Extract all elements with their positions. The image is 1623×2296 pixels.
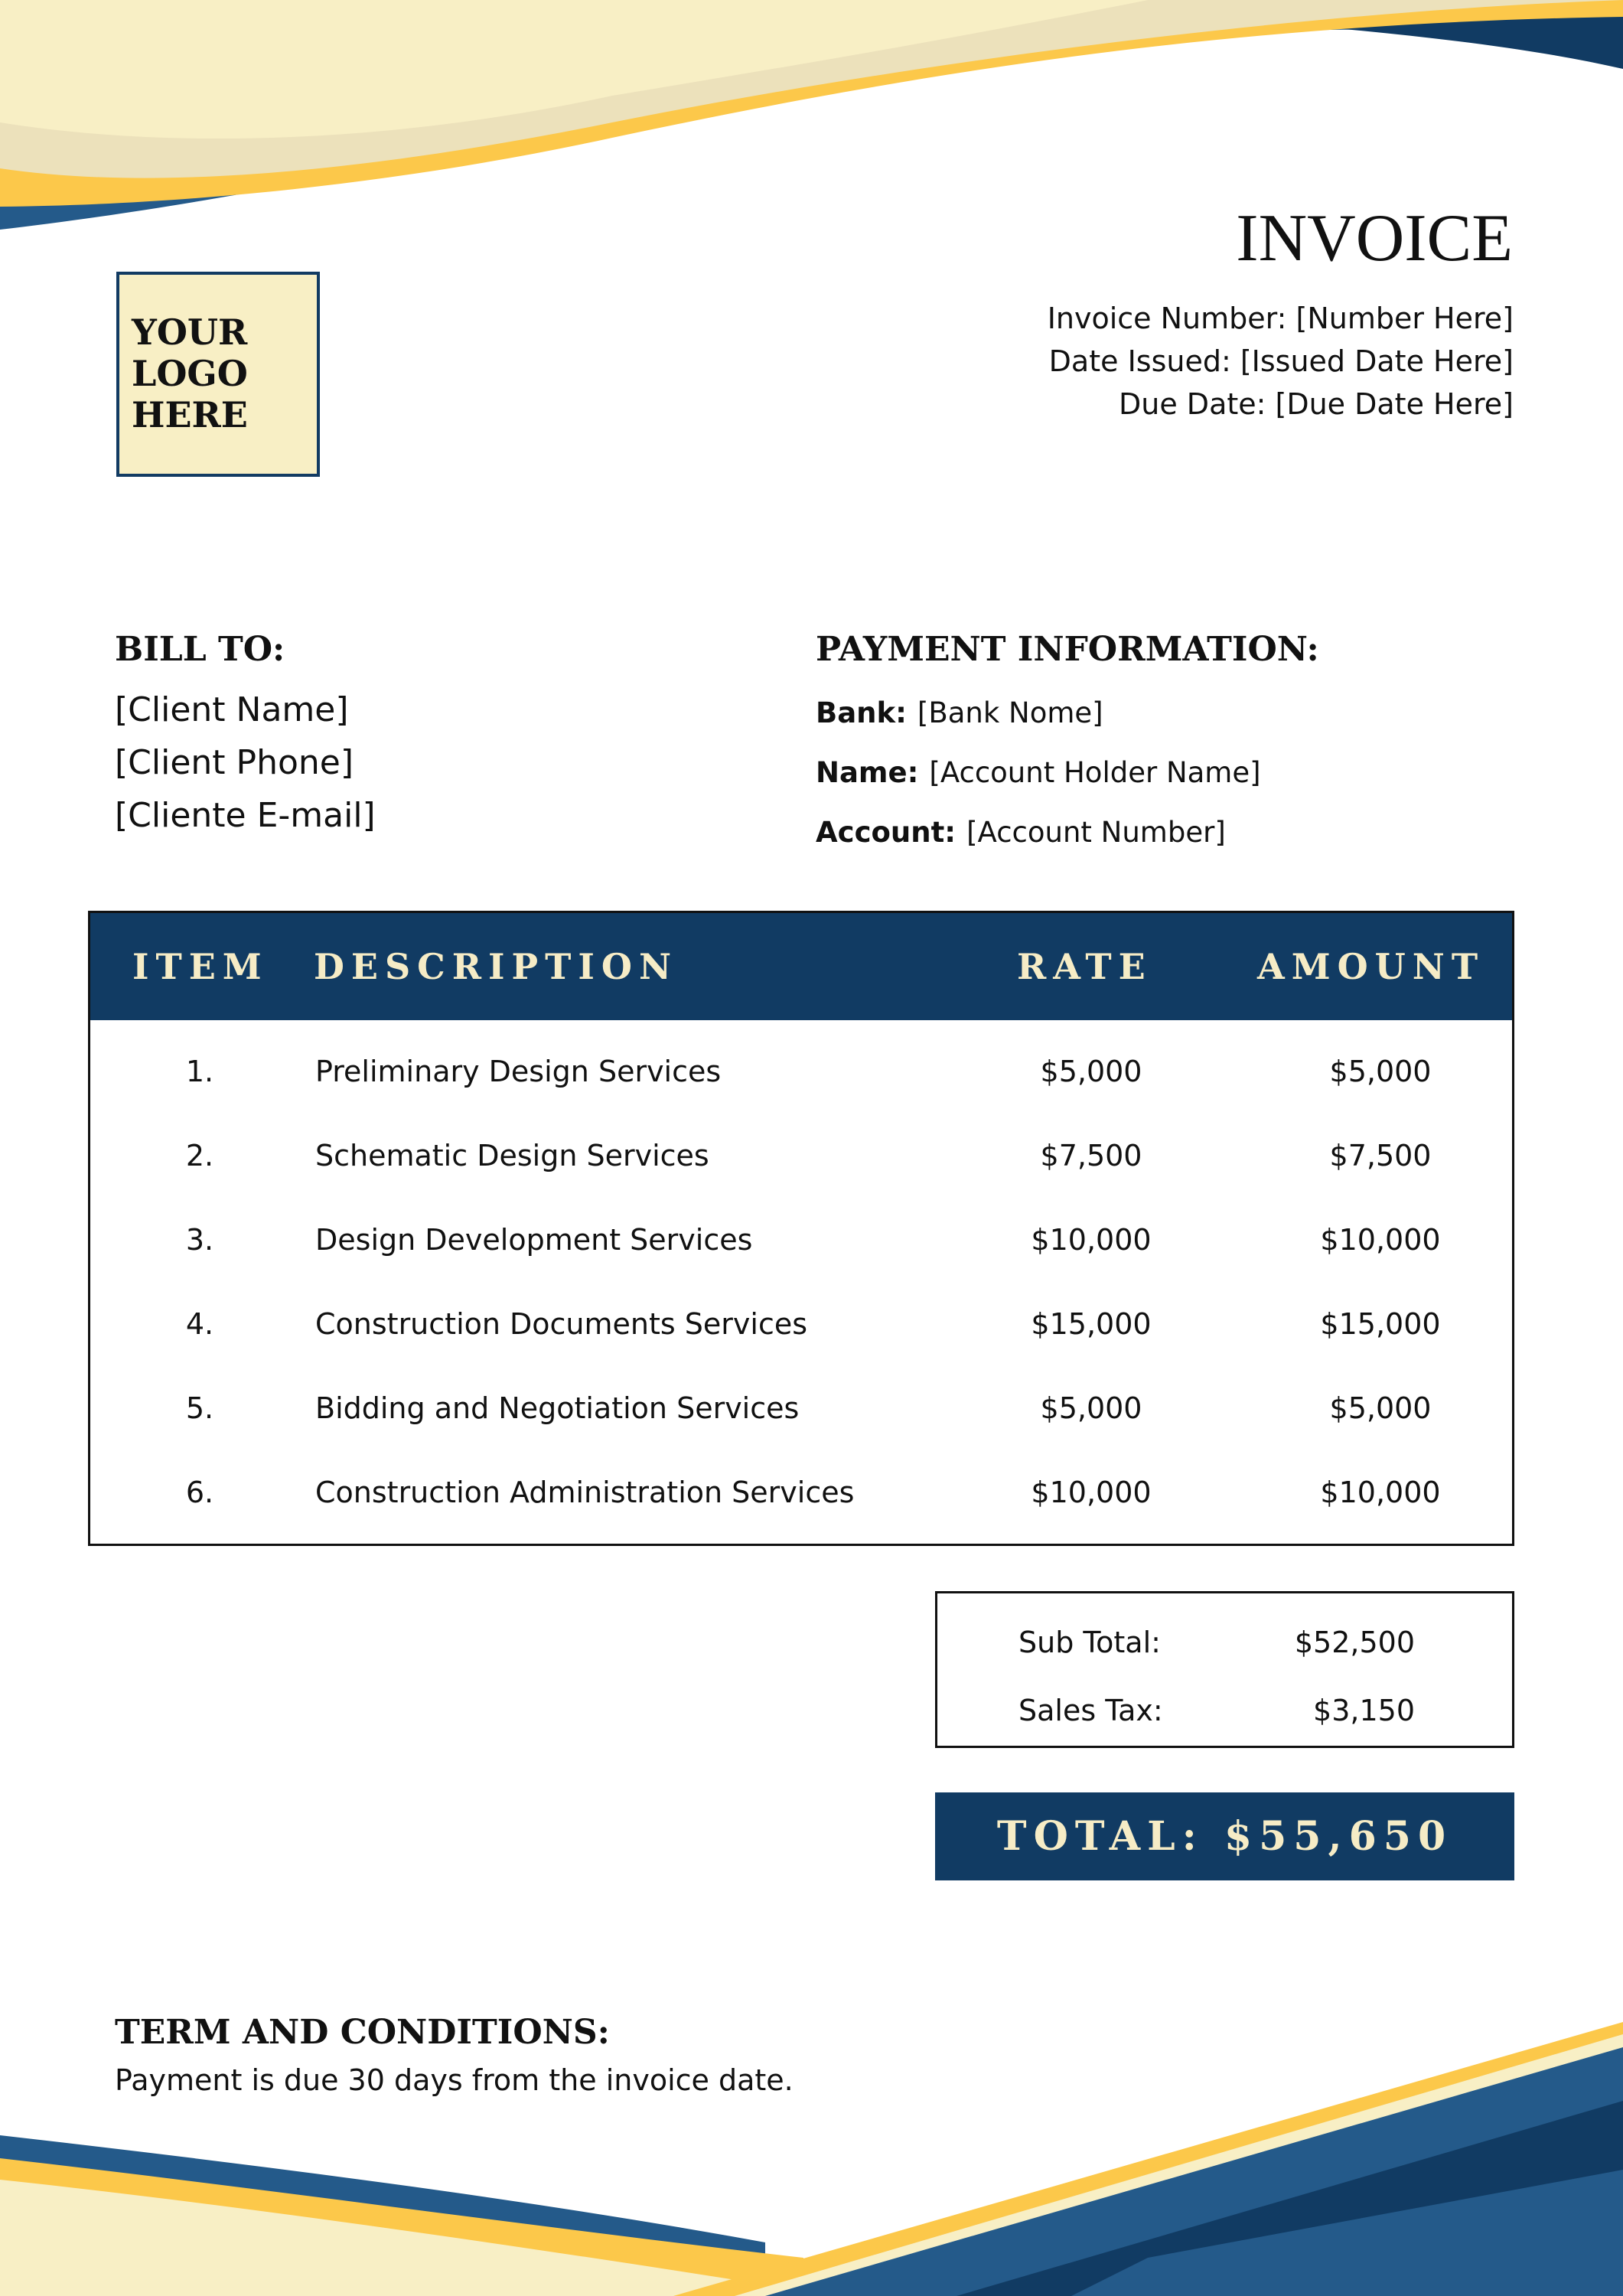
invoice-date-issued: Date Issued: [Issued Date Here] [1048,344,1514,378]
table-row [90,1198,1512,1282]
row-item-number: 2. [185,1139,214,1172]
bank-value: [Bank Nome] [917,696,1103,729]
table-row [90,1029,1512,1114]
header-item: ITEM [132,946,269,987]
row-description: Design Development Services [315,1223,753,1257]
payment-details [816,683,1261,863]
table-row [90,1366,1512,1450]
row-rate: $10,000 [1031,1223,1152,1257]
row-amount: $15,000 [1320,1307,1441,1341]
items-table-header [90,913,1512,1020]
row-amount: $10,000 [1320,1223,1441,1257]
row-description: Construction Documents Services [315,1307,808,1341]
row-amount: $5,000 [1329,1391,1432,1425]
client-phone: [Client Phone] [115,743,354,782]
subtotals-box [935,1591,1514,1748]
sales-tax-value: $3,150 [1313,1694,1415,1727]
bill-to-heading: BILL TO: [115,630,285,669]
bill-to-details [115,683,376,842]
row-item-number: 5. [185,1391,214,1425]
row-item-number: 6. [185,1476,214,1509]
row-amount: $7,500 [1329,1139,1432,1172]
sales-tax-label: Sales Tax: [1018,1694,1163,1727]
payment-account-row [816,803,1261,863]
client-email: [Cliente E-mail] [115,796,376,835]
row-rate: $7,500 [1040,1139,1142,1172]
header-amount: AMOUNT [1257,946,1485,987]
items-table [88,911,1514,1546]
row-description: Bidding and Negotiation Services [315,1391,800,1425]
payment-bank-row [816,683,1261,743]
row-amount: $10,000 [1320,1476,1441,1509]
row-description: Preliminary Design Services [315,1055,722,1088]
table-row [90,1282,1512,1366]
account-holder-value: [Account Holder Name] [929,756,1261,789]
table-row [90,1450,1512,1534]
payment-info-heading: PAYMENT INFORMATION: [816,630,1319,669]
account-holder-label: Name: [816,756,919,789]
row-rate: $5,000 [1040,1391,1142,1425]
logo-placeholder [116,272,320,477]
invoice-due-date: Due Date: [Due Date Here] [1119,387,1514,421]
account-number-value: [Account Number] [966,816,1226,849]
row-rate: $5,000 [1040,1055,1142,1088]
subtotal-label: Sub Total: [1018,1626,1161,1659]
row-item-number: 3. [185,1223,214,1257]
logo-text: YOUR LOGO HERE [132,311,248,435]
row-amount: $5,000 [1329,1055,1432,1088]
client-name: [Client Name] [115,690,349,729]
terms-heading: TERM AND CONDITIONS: [115,2013,610,2052]
grand-total: TOTAL: $55,650 [935,1792,1514,1880]
bank-label: Bank: [816,696,907,729]
row-item-number: 4. [185,1307,214,1341]
row-item-number: 1. [185,1055,214,1088]
terms-text: Payment is due 30 days from the invoice date. [115,2063,794,2097]
header-rate: RATE [1017,946,1152,987]
account-number-label: Account: [816,816,957,849]
row-rate: $10,000 [1031,1476,1152,1509]
row-description: Schematic Design Services [315,1139,709,1172]
invoice-meta [1048,297,1514,426]
invoice-number: Invoice Number: [Number Here] [1047,302,1514,335]
row-description: Construction Administration Services [315,1476,855,1509]
subtotal-value: $52,500 [1294,1626,1415,1659]
invoice-title: INVOICE [1236,201,1513,276]
payment-name-row [816,743,1261,803]
header-description: DESCRIPTION [314,946,678,987]
table-row [90,1114,1512,1198]
row-rate: $15,000 [1031,1307,1152,1341]
